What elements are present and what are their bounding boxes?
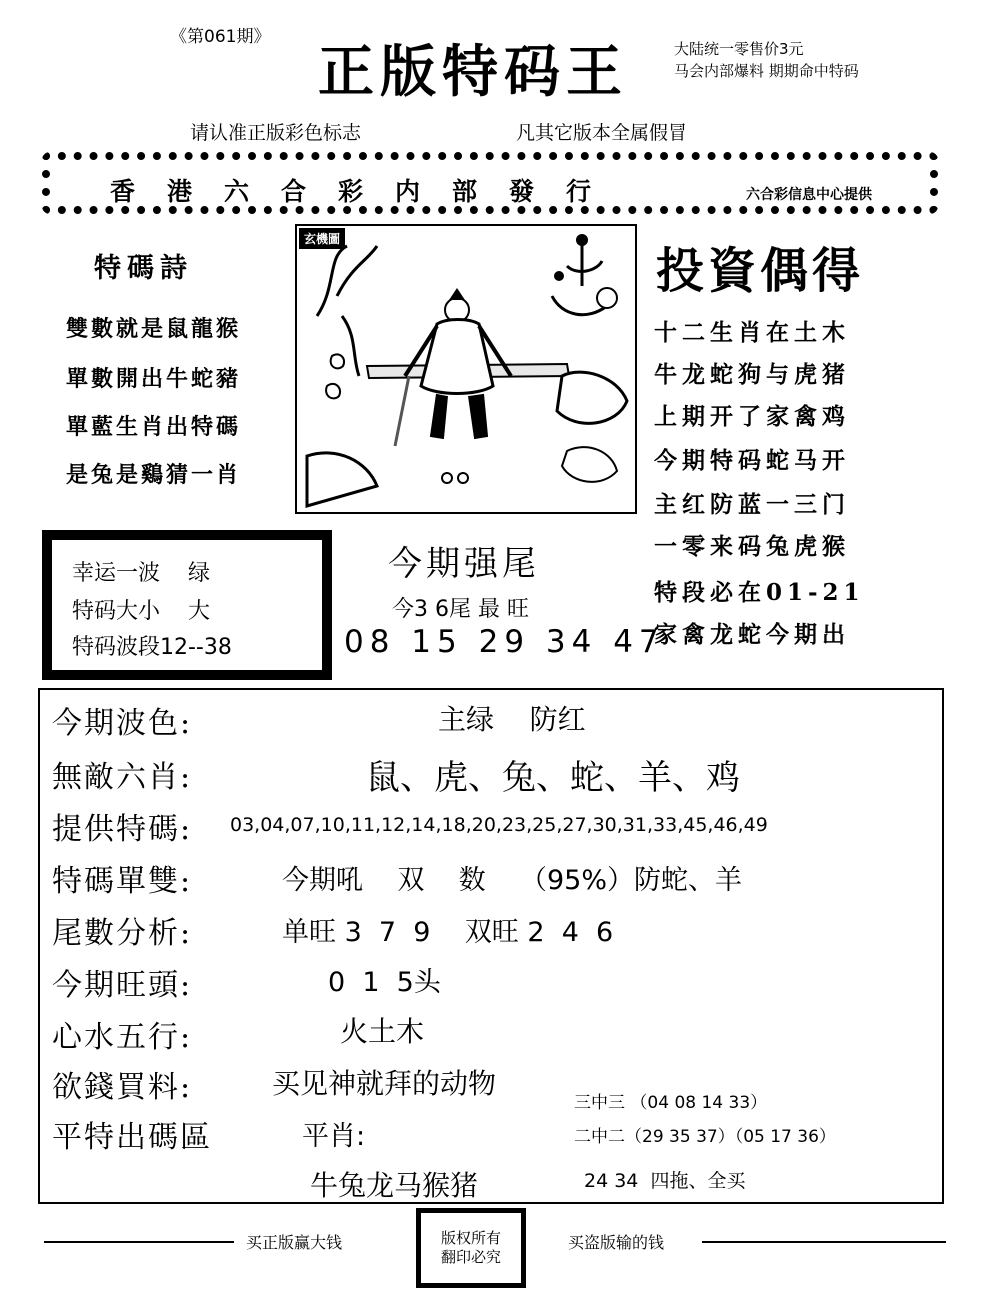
invest-line: 特段必在01-21 bbox=[654, 579, 865, 606]
invest-line: 牛龙蛇狗与虎猪 bbox=[654, 361, 850, 388]
two-hit-line: 二中二（29 35 37）（05 17 36） bbox=[574, 1127, 836, 1147]
row-value-flat-zone: 平肖: bbox=[302, 1121, 366, 1152]
row-value-wave-color: 主绿 防红 bbox=[438, 703, 586, 736]
picture-label: 玄機圖 bbox=[299, 228, 345, 249]
row-label-special-codes: 提供特碼: bbox=[52, 812, 193, 847]
footer-rule-left bbox=[44, 1241, 234, 1243]
row-label-flat-zone: 平特出碼區 bbox=[52, 1120, 212, 1155]
invest-line: 主红防蓝一三门 bbox=[654, 491, 850, 518]
drag-line: 24 34 四拖、全买 bbox=[584, 1170, 746, 1192]
row-value-odd-even: 今期吼 双 数 （95%）防蛇、羊 bbox=[282, 865, 743, 896]
poem-line: 是兔是鷄猜一肖 bbox=[66, 462, 242, 488]
promo-line: 马会内部爆料 期期命中特码 bbox=[674, 62, 859, 80]
row-value-hot-head: 0 1 5头 bbox=[328, 967, 441, 998]
poem-line: 雙數就是鼠龍猴 bbox=[66, 316, 242, 342]
invest-line: 今期特码蛇马开 bbox=[654, 447, 850, 474]
row-value-tail-analysis: 单旺 3 7 9 双旺 2 4 6 bbox=[282, 917, 614, 948]
notice-right: 凡其它版本全属假冒 bbox=[516, 122, 688, 144]
poem-line: 單藍生肖出特碼 bbox=[66, 414, 242, 440]
strong-tail-sub: 今3 6尾 最 旺 bbox=[392, 597, 529, 622]
poem-line: 單數開出牛蛇豬 bbox=[66, 366, 242, 392]
info-line-wave: 幸运一波 绿 bbox=[72, 561, 210, 586]
row-label-buy-tip: 欲錢買料: bbox=[52, 1070, 193, 1105]
invest-title: 投資偶得 bbox=[656, 243, 865, 299]
footer-right-text: 买盗版输的钱 bbox=[568, 1233, 665, 1252]
copyright-line-2: 翻印必究 bbox=[440, 1248, 501, 1266]
info-line-size: 特码大小 大 bbox=[72, 599, 210, 624]
price-line: 大陆统一零售价3元 bbox=[674, 40, 804, 58]
row-label-six-zodiac: 無敵六肖: bbox=[52, 760, 193, 795]
page-title: 正版特码王 bbox=[318, 39, 628, 105]
copyright-box bbox=[416, 1208, 526, 1288]
row-label-hot-head: 今期旺頭: bbox=[52, 968, 193, 1003]
riddle-picture bbox=[295, 224, 637, 514]
invest-line: 家禽龙蛇今期出 bbox=[654, 621, 850, 648]
row-value-six-zodiac: 鼠、虎、兔、蛇、羊、鸡 bbox=[366, 758, 740, 798]
poem-title: 特碼詩 bbox=[94, 253, 193, 284]
banner-main-text: 香港六合彩内部發行 bbox=[110, 177, 624, 206]
row-value-five-elements: 火土木 bbox=[340, 1015, 425, 1048]
row-label-five-elements: 心水五行: bbox=[52, 1020, 193, 1055]
row-label-odd-even: 特碼單雙: bbox=[52, 864, 193, 899]
row-label-wave-color: 今期波色: bbox=[52, 706, 193, 741]
strong-tail-title: 今期强尾 bbox=[388, 544, 540, 584]
footer-left-text: 买正版赢大钱 bbox=[246, 1233, 343, 1252]
copyright-line-1: 版权所有 bbox=[440, 1229, 501, 1247]
notice-left: 请认准正版彩色标志 bbox=[190, 122, 362, 144]
flat-zodiac-line: 牛兔龙马猴猪 bbox=[310, 1169, 479, 1202]
row-value-buy-tip: 买见神就拜的动物 bbox=[272, 1067, 497, 1100]
warrior-illustration bbox=[297, 226, 635, 512]
footer-rule-right bbox=[702, 1241, 946, 1243]
three-hit-line: 三中三 （04 08 14 33） bbox=[574, 1093, 768, 1113]
banner-sub-text: 六合彩信息中心提供 bbox=[746, 187, 872, 203]
row-value-special-codes: 03,04,07,10,11,12,14,18,20,23,25,27,30,31,33,45,46,49 bbox=[230, 814, 768, 836]
price-block bbox=[674, 38, 859, 82]
info-line-range: 特码波段12--38 bbox=[72, 635, 232, 660]
issue-number: 《第061期》 bbox=[170, 27, 271, 47]
invest-line: 十二生肖在土木 bbox=[654, 319, 850, 346]
invest-line: 上期开了家禽鸡 bbox=[654, 403, 850, 430]
invest-line: 一零来码兔虎猴 bbox=[654, 533, 850, 560]
row-label-tail-analysis: 尾數分析: bbox=[52, 916, 193, 951]
strong-tail-numbers: 08 15 29 34 47 bbox=[344, 624, 665, 660]
